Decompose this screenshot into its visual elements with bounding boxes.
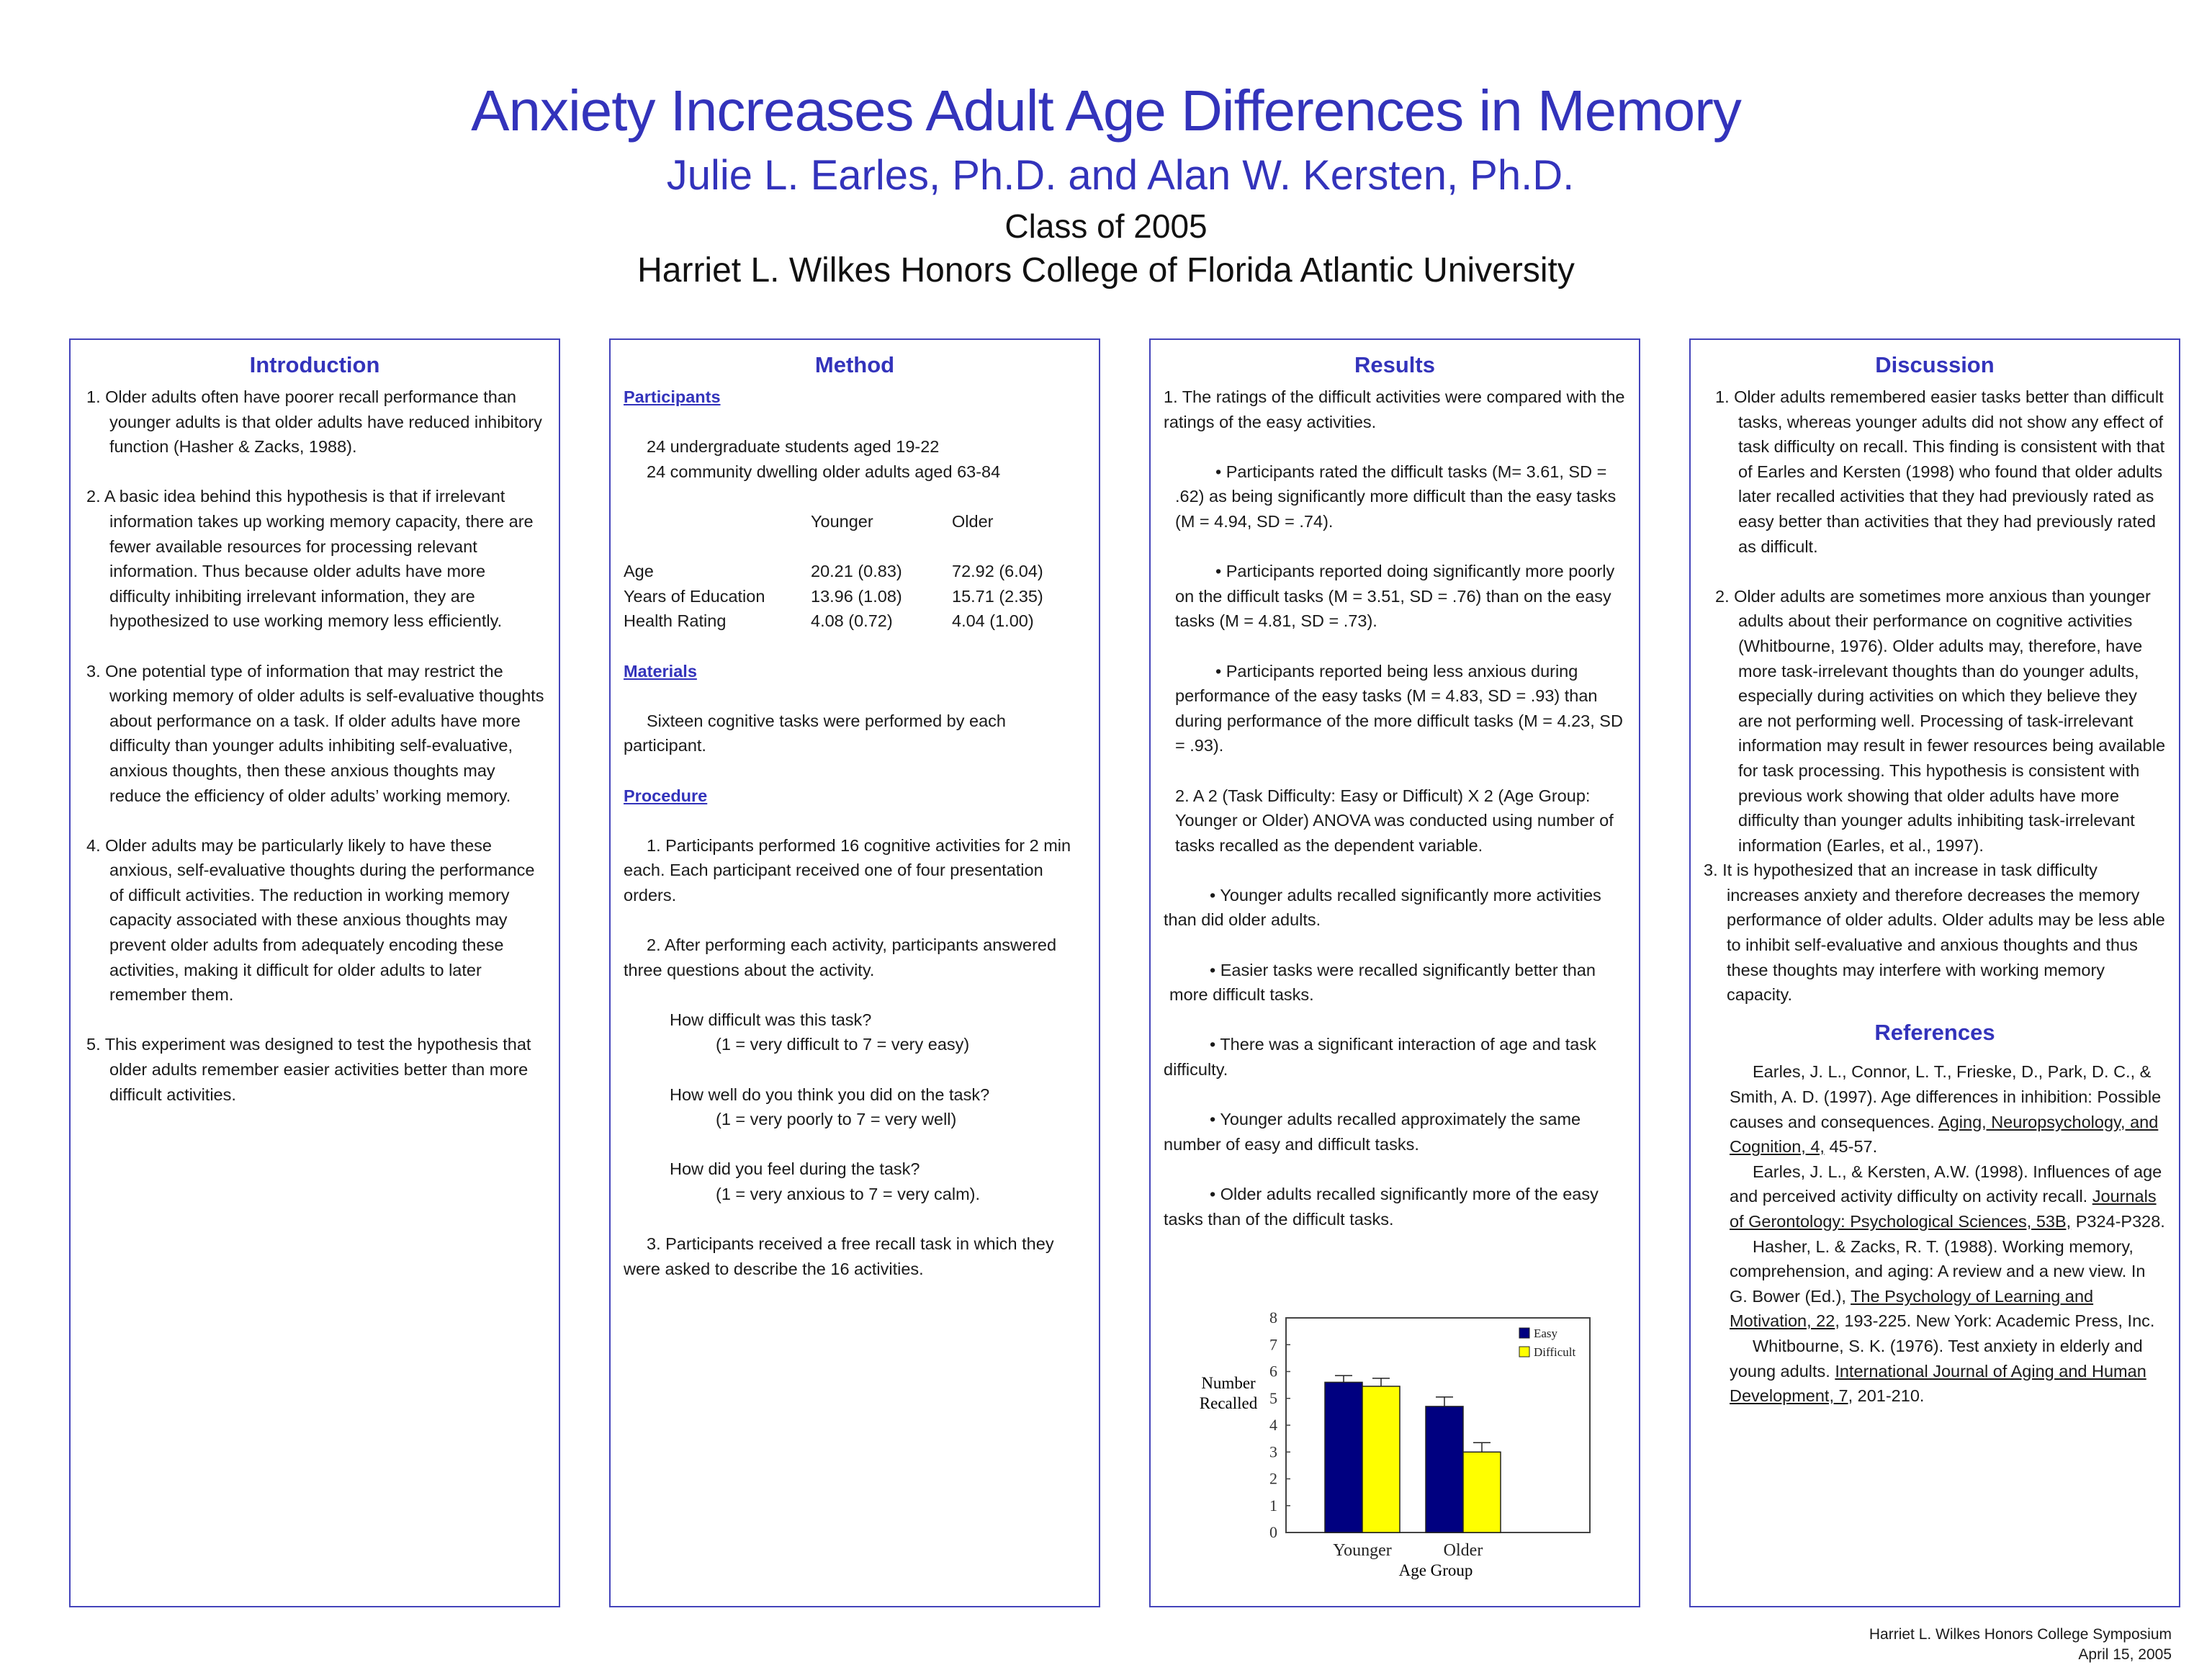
results-bullet: • Easier tasks were recalled significantly better than more difficult tasks. <box>1169 960 1596 1005</box>
discussion-item: 3. It is hypothesized that an increase in task difficulty increases anxiety and therefore decreases the memory performance of older adults. Older adults may be less able to inhibit self-evaluative and anxious thoughts and thus these thoughts may interfere with working memory capacity. <box>1704 861 2165 1005</box>
table-cell: 13.96 (1.08) <box>811 586 902 606</box>
results-bullet: • There was a significant interaction of age and task difficulty. <box>1164 1035 1596 1080</box>
legend-swatch-difficult <box>1519 1347 1529 1357</box>
discussion-item: 1. Older adults remembered easier tasks better than difficult tasks, whereas younger adults did not show any effect of task difficulty on recall. This finding is consistent with that of Earles and Kersten (1998) who found that older adults later recalled activities that they had previously rated as easy better than activities that they had previously rated as difficult. <box>1715 387 2165 556</box>
table-cell: 20.21 (0.83) <box>811 562 902 581</box>
recall-bar-chart <box>1181 1298 1613 1586</box>
y-axis-label: Number <box>1201 1374 1256 1392</box>
question-scale: (1 = very anxious to 7 = very calm). <box>716 1185 981 1203</box>
y-tick-label: 1 <box>1269 1496 1277 1514</box>
reference-item: Whitbourne, S. K. (1976). Test anxiety in elderly and young adults. International Journal of Aging and Human Development, 7, 201-210. <box>1730 1336 2146 1406</box>
reference-item: Earles, J. L., & Kersten, A.W. (1998). Influences of age and perceived activity difficulty on activity recall. Journals of Gerontology: Psychological Sciences, 53B, P324-P328. <box>1730 1162 2165 1231</box>
table-row <box>624 609 1086 634</box>
participants-line: 24 community dwelling older adults aged 63-84 <box>647 462 1001 481</box>
table-header-cell <box>624 509 811 534</box>
poster-college: Harriet L. Wilkes Honors College of Florida Atlantic University <box>637 251 1575 290</box>
results-bullet: • Younger adults recalled approximately the same number of easy and difficult tasks. <box>1164 1110 1581 1154</box>
participants-heading: Participants <box>624 387 721 406</box>
intro-item: 4. Older adults may be particularly likely to have these anxious, self-evaluative thoughts during the performance of difficult activities. The reduction in working memory capacity associated with these anxious thoughts may prevent older adults from adequately encoding these activities, making it difficult for older adults to later remember them. <box>86 835 535 1005</box>
results-point: 1. The ratings of the difficult activities were compared with the ratings of the easy activities. <box>1164 387 1625 431</box>
results-bullet: • Younger adults recalled significantly more activities than did older adults. <box>1164 885 1601 930</box>
table-cell: 15.71 (2.35) <box>952 586 1043 606</box>
discussion-panel <box>1689 338 2180 1607</box>
y-tick-label: 6 <box>1269 1362 1277 1381</box>
intro-item: 3. One potential type of information that may restrict the working memory of older adults is self-evaluative thoughts about performance on a task. If older adults have more difficulty than younger adults inhibiting self-evaluative, anxious thoughts, then these anxious thoughts may reduce the efficiency of older adults’ working memory. <box>86 661 544 805</box>
demographics-table <box>624 509 1086 534</box>
bar-easy-younger <box>1325 1382 1362 1532</box>
introduction-title: Introduction <box>249 352 380 377</box>
participants-line: 24 undergraduate students aged 19-22 <box>647 437 940 457</box>
results-bullet: • Participants reported doing significantly more poorly on the difficult tasks (M = 3.51, SD = .76) than on the easy tasks (M = 4.81, SD = .73). <box>1175 562 1615 631</box>
x-axis-label: Age Group <box>1398 1561 1473 1579</box>
y-tick-label: 5 <box>1269 1388 1277 1407</box>
y-tick-label: 0 <box>1269 1523 1277 1541</box>
references-list <box>1704 1059 2166 1408</box>
table-row <box>624 584 1086 609</box>
footer-date: April 15, 2005 <box>2078 1646 2172 1663</box>
question-scale: (1 = very poorly to 7 = very well) <box>716 1110 957 1129</box>
question-text: How did you feel during the task? <box>670 1159 920 1179</box>
results-panel <box>1149 338 1640 1607</box>
procedure-step: 3. Participants received a free recall task in which they were asked to describe the 16 activities. <box>624 1234 1054 1278</box>
question-text: How well do you think you did on the task? <box>670 1085 990 1104</box>
table-header-cell: Younger <box>811 511 873 531</box>
footer-event: Harriet L. Wilkes Honors College Symposium <box>1869 1626 2172 1643</box>
x-tick-label: Younger <box>1333 1541 1392 1560</box>
table-cell: Age <box>624 562 654 581</box>
poster-class: Class of 2005 <box>1004 207 1208 245</box>
intro-item: 2. A basic idea behind this hypothesis is that if irrelevant information takes up working memory capacity, there are fewer available resources for processing relevant information. Thus because older adults have more difficulty inhibiting irrelevant information, they are hypothesized to use working memory less efficiently. <box>86 487 534 631</box>
results-bullet: • Participants reported being less anxious during performance of the easy tasks (M = 4.83, SD = .93) than during performance of the more difficult tasks (M = 4.23, SD = .93). <box>1175 661 1623 755</box>
references-title: References <box>1874 1019 1995 1045</box>
intro-item: 5. This experiment was designed to test the hypothesis that older adults remember easier activities better than more difficult activities. <box>86 1035 531 1104</box>
poster-title: Anxiety Increases Adult Age Differences in Memory <box>471 78 1741 143</box>
bar-difficult-younger <box>1362 1386 1400 1532</box>
procedure-heading: Procedure <box>624 786 708 805</box>
results-title: Results <box>1354 352 1435 377</box>
table-cell: 72.92 (6.04) <box>952 562 1043 581</box>
introduction-panel <box>69 338 560 1607</box>
procedure-step: 2. After performing each activity, participants answered three questions about the activity. <box>624 935 1057 979</box>
results-bullet: • Older adults recalled significantly more of the easy tasks than of the difficult tasks. <box>1164 1185 1599 1229</box>
table-cell: 4.04 (1.00) <box>952 611 1034 631</box>
legend-label: Easy <box>1534 1327 1558 1340</box>
table-cell: Health Rating <box>624 611 727 631</box>
table-header-cell: Older <box>952 511 994 531</box>
results-point: 2. A 2 (Task Difficulty: Easy or Difficult) X 2 (Age Group: Younger or Older) ANOVA was conducted using number of tasks recalled as the dependent variable. <box>1175 786 1614 855</box>
y-tick-label: 3 <box>1269 1442 1277 1461</box>
bar-difficult-older <box>1463 1452 1501 1532</box>
reference-item: Hasher, L. & Zacks, R. T. (1988). Working memory, comprehension, and aging: A review and a new view. In G. Bower (Ed.), The Psychology of Learning and Motivation, 22, 193-225. New York: Academic Press, Inc. <box>1730 1237 2155 1331</box>
method-title: Method <box>814 352 895 377</box>
y-tick-label: 7 <box>1269 1335 1277 1354</box>
results-bullet: • Participants rated the difficult tasks (M= 3.61, SD = .62) as being significantly more difficult than the easy tasks (M = 4.94, SD = .74). <box>1175 462 1617 531</box>
y-tick-label: 2 <box>1269 1469 1277 1488</box>
materials-text: Sixteen cognitive tasks were performed by each participant. <box>624 711 1006 755</box>
reference-item: Earles, J. L., Connor, L. T., Frieske, D., Park, D. C., & Smith, A. D. (1997). Age differences in inhibition: Possible causes and consequences. Aging, Neuropsychology, and Cognition, 4, 45-57. <box>1730 1062 2162 1157</box>
y-tick-label: 4 <box>1269 1416 1277 1434</box>
materials-heading: Materials <box>624 661 697 681</box>
discussion-title: Discussion <box>1875 352 1995 377</box>
legend-swatch-easy <box>1519 1328 1529 1338</box>
bar-easy-older <box>1426 1406 1463 1532</box>
table-row <box>624 559 1086 584</box>
table-cell: 4.08 (0.72) <box>811 611 893 631</box>
legend-label: Difficult <box>1534 1345 1576 1359</box>
question-scale: (1 = very difficult to 7 = very easy) <box>716 1035 970 1054</box>
discussion-item: 2. Older adults are sometimes more anxious than younger adults about their performance on cognitive activities (Whitbourne, 1976). Older adults may, therefore, have more task-irrelevant thoughts than do younger adults, especially during activities on which they believe they are not performing well. Processing of task-irrelevant information may result in fewer resources being available for task processing. This hypothesis is consistent with previous work showing that older adults have more difficulty than younger adults inhibiting task-irrelevant information (Earles, et al., 1997). <box>1715 586 2166 855</box>
question-text: How difficult was this task? <box>670 1010 872 1029</box>
poster-authors: Julie L. Earles, Ph.D. and Alan W. Kersten, Ph.D. <box>666 152 1575 199</box>
table-cell: Years of Education <box>624 586 765 606</box>
procedure-step: 1. Participants performed 16 cognitive activities for 2 min each. Each participant received one of four presentation orders. <box>624 835 1071 905</box>
intro-item: 1. Older adults often have poorer recall performance than younger adults is that older adults have reduced inhibitory function (Hasher & Zacks, 1988). <box>86 387 542 457</box>
y-tick-label: 8 <box>1269 1309 1277 1327</box>
x-tick-label: Older <box>1443 1541 1483 1560</box>
method-panel <box>609 338 1100 1607</box>
y-axis-label: Recalled <box>1199 1394 1258 1412</box>
